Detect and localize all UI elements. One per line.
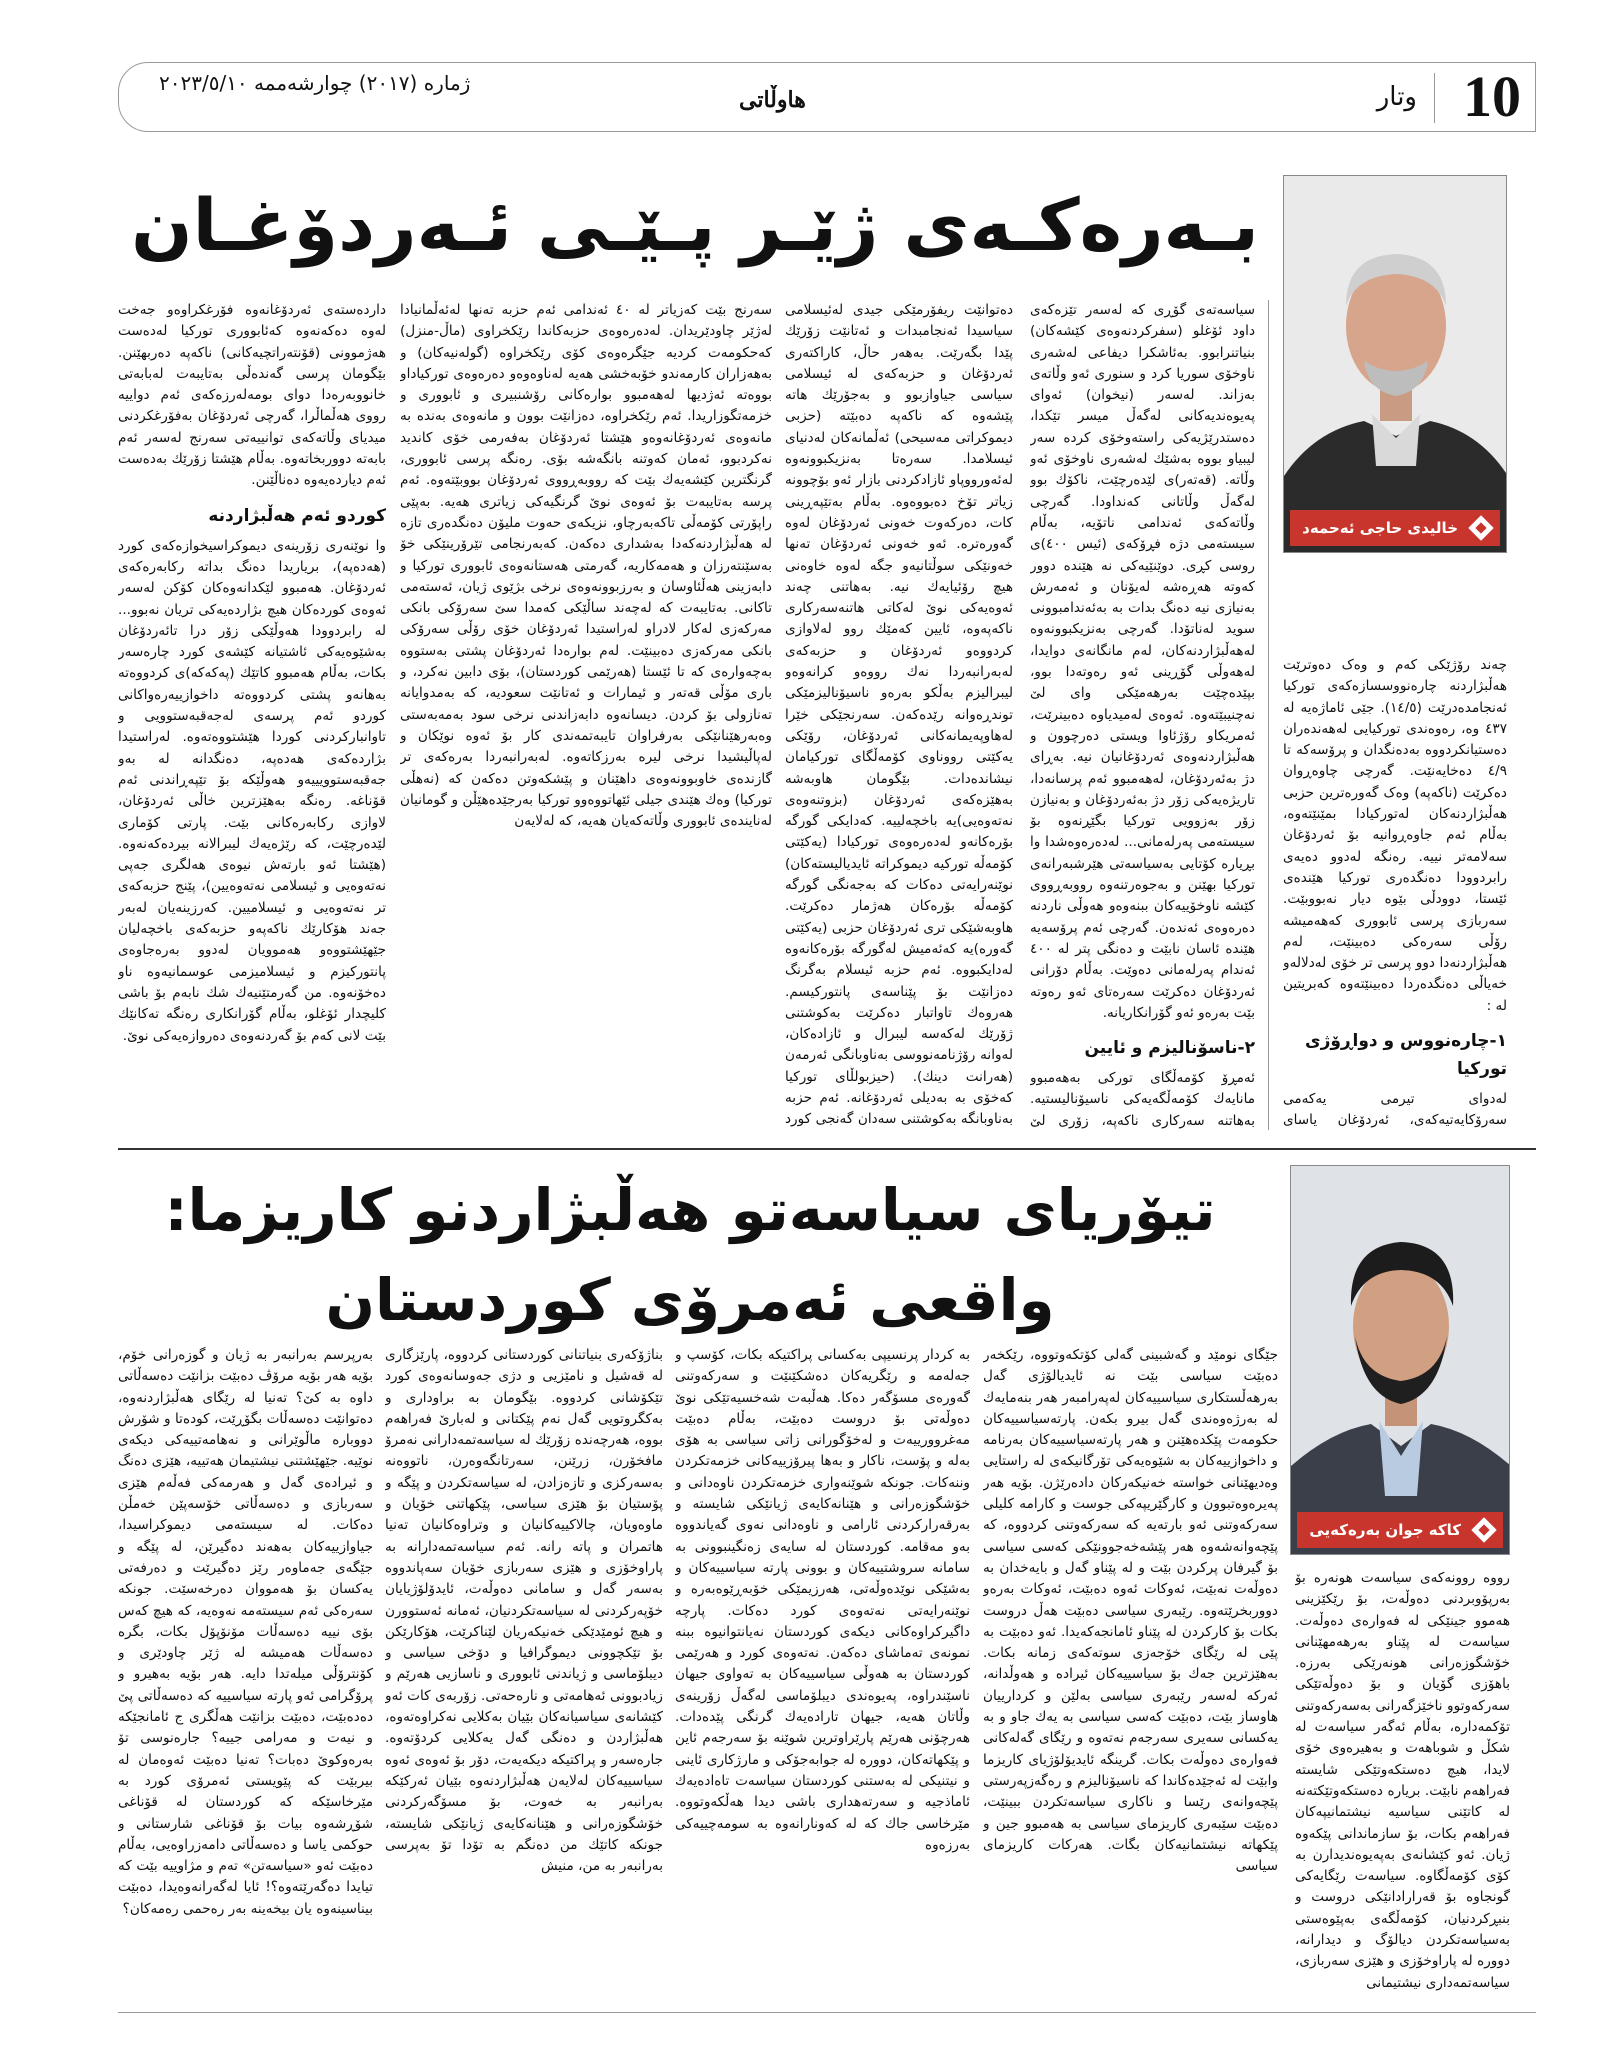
- header-divider: [1434, 73, 1435, 123]
- article1-col2-end: ئەمڕۆ کۆمەڵگای تورکی بەهەمبوو مانایەك کۆمەڵگەیەکی ناسیۆنالیستیە. بەهاتنە سەرکاری ناکەپە، زۆری لێ: [1030, 1070, 1255, 1129]
- article2-headline-line2: واقعی ئەمرۆی کوردستان: [325, 1266, 1055, 1334]
- subheading-2: ٢-ناسۆنالیزم و ئایین: [1084, 1038, 1255, 1059]
- portrait-image: [1284, 176, 1507, 553]
- article1-col2-text: سیاسەتەی گۆڕی کە لەسەر تێزەکەی داود ئۆغلو (سفرکردنەوەی کێشەکان) بنیاتنرابوو. بەئاشکرا دیفاعی لەشەری ناوخۆی سوریا کرد و سنوری ئەو وڵاتەی بەزاند. لەسەر (نیخوان) ئەوای پەیوەندیەکانی لەگەڵ میسر تێکدا، دەستدرێژیەکی راستەوخۆی کردە سەر لیبیاو بووە بەشێك لەشەری ناوخۆی ئەو وڵاتە. (قەتەر)ی لێدەرچێت، ناکۆك بوو لەگەڵ وڵاتانی کەنداودا. گەرچی وڵاتەکەی ئەندامی ناتۆیە، بەڵام سیستەمی دژە فڕۆکەی (ئیس ٤٠٠)ی روسی کڕی. دوێنێیەکی نە هێندە دوور کەوتە هەڕەشە لەیۆنان و ئەمەرش بەنیازی نیە دەنگ بدات بە بەئەندامبوونی سوید لەناتۆدا. گەرچی بەنزیکبوونەوە لەهەڵبژاردنەکان، لەم مانگانەی دوایدا، لەهەوڵی گۆڕینی ئەو رەوتەدا بوو، بپێدەچێت بەرهەمێکی وای لێ نەچنیبێتەوە. ئەوەی لەمیدیاوە دەبینرێت، ئەمریکاو رۆژئاوا ویستی دەرچوون و هەڵبژاردنەوەی ئەردۆغانیان نیە. بەڕای دژ بەئەردۆغان، لەهەمبوو ئەم پرسانەدا، تاریژەیەکی زۆر دژ بەئەردۆغان و بەنیازن زۆر بەزوویی تورکیا بگێڕنەوە بۆ سیستەمی پەرلەمانی... لەدەرەوەشدا وا بڕیارە کۆتایی بەسیاسەتی هێرشبەرانەی تورکیا بهێنن و بەجوەرتنەوە رووبەڕووی کێشە ناوخۆییەکان ببنەوەو هەوڵی ناردنە دەرەوەی ئەندەن. گەرچی ئەم پرۆسەیە هێندە ئاسان نابێت و دەنگی پتر لە ٤٠٠ ئەندام پەرلەمانی دەوێت. بەڵام دۆرانی ئەردۆغان دەکرێت سەرەتای ئەو رەوتە بێت بەرەو ئەو گۆرانکاریانە.: [1030, 302, 1255, 1021]
- article1-column-4: [400, 300, 772, 1130]
- article2-col5-text: بەرپرسم بەرانبەر بە ژیان و گوزەرانی خۆم، بۆیە هەر بۆیە مرۆڤ دەبێت بزانێت دەسەڵاتی داوە بە کێ؟ تەنیا لە رێگای هەڵبژاردنەوە، دەتوانێت دەسەڵات بگۆڕێت، کودەتا و شۆرش دووبارە ماڵوێرانی و نەهامەتییەکی دیکەی نوێیە. جێهێشتنی نیشتیمان هەتییە، هێزی دەنگ و ئیرادەی گەل و هەرمەکی فەڵەم هێزی سەربازی و دەسەڵاتی خۆسەپێن خەمڵن دەکات. لە سیستەمی دیموکراسیدا، جیاوازییەکان بەهەند دەگیرێن، لە پێگە و جێگەی جەماوەر رێز دەگیرێت و دەرفەتی یەکسان بۆ هەمووان دەرخەسێت. جونکە سەرەکی ئەم سیستەمە نەوەیە، کە هیچ کەس بۆی نییە دەسەڵات مۆنۆپۆل بکات، بگرە دەسەڵات هەمیشە لە ژێر چاودێری و کۆنترۆڵی میلەتدا دایە. هەر بۆیە بەهیرو و پرۆگرامی ئەو پارتە سیاسییە کە دەسەڵاتی پێ دەدەبێت، دەبێت بزانێت هەڵگری ج ئامانجێکە و نیەت و مەرامی جییە؟ جارەنوسی تۆ بەرەوکوێ دەبات؟ تەنیا دەبێت ئەوەمان لە بیربێت کە پێویستی ئەمرۆی کورد بە مێرخاسێکە کە کوردستان لە قۆناغی شۆڕشەوە بیات بۆ قۆناغی شارستانی و حوکمی یاسا و دەسەڵاتی دامەزراوەیی، بەڵام دەبێت ئەو «سیاسەتن» تەم و مژاوییە بێت کە تیایدا دەگەرێتەوە؟! ئایا لەگەرانەوەیدا، دەبێت بیناسینەوە یان بیخەینە بەر رەحمی رەمەکان؟: [118, 1347, 373, 1917]
- article1-column-3: [785, 300, 1013, 1130]
- issue-info: ژماره (٢٠١٧) چوارشەممە ٢٠٢٣/٥/١٠: [159, 71, 471, 95]
- article2-col1-text: رووە روونەکەی سیاسەت هونەرە بۆ بەرپۆوبردنی دەوڵەت، بۆ رێکێزینی هەموو جینێکی لە فەوارەی دەوڵەت. سیاسەت لە پێناو بەرهەمهێنانی خۆشگوزەرانی هونەرێکی بەرزە. باهۆزی گۆیان و بۆ دەوڵەتێکی سەرکەوتوو ناخێزگەرانی بەسەرکەوتنی تۆکمەدارە، بەڵام ئەگەر سیاسەت لە شکڵ و شوباهەت و بەهیرەوی خۆی لایدا، هیچ دەستکەوتێکی شایستە فەراهەم نابێت. بریارە دەستکەوتێکتەنە لە کاتێنی سیاسیە نیشتمانیپەکان فەراهەم بکات، بۆ سازماندانی پێکەوە ژیان. ئەو کێشانەی بەپەیوەندیدارن بە کۆی کۆمەڵگاوە. سیاسەت رێگایەکی گونجاوە بۆ قەرارادانێکی دروست و بنبڕکردنیان، کۆمەڵگەی بەپێوەستی بەسیاسەتکردن دیالۆگ و دیدارانە، دووره له پاراوخۆزی و هێزی سەربازی، سیاسەتمەداری نیشتیمانی: [1295, 1570, 1510, 1991]
- article2-headline-line1: تیۆریای سیاسەتو هەڵبژاردنو کاریزما:: [164, 1176, 1216, 1244]
- subheading-3: کوردو ئەم هەڵبژاردنە: [208, 505, 386, 526]
- author-name: کاکە جوان بەرەکەیی: [1309, 1521, 1461, 1539]
- article1-column-1: [1283, 655, 1507, 1130]
- column-divider: [1268, 300, 1269, 1130]
- article2-column-1: [1295, 1568, 1510, 2000]
- article2-col2-text: جێگای نومێد و گەشبینی گەلی کۆتکەوتووە، رێکخەر دەبێت سیاسی بێت نە ئایدیالۆژی گەل بەرهەڵستکاری سیاسییەکان لەپەرامبەر هەر بنەمایەك لە بەرژەوەندی گەل بیرو بکەن. پارتەسیاسییەکان حکومەت پێکدەهێنن و هەر پارتەسیاسییەکان بەرنامە و داخوازییەکان بە شێوەیەکی تۆرگانیکەی لە راستایی وەدیهێنانی خواستە خەنیکەرکان دادەرێژن. بۆیە هەر پەیرەوەتبوون و کارگێریپەکی جوست و کارامە کلیلی سەرکەوتنی ئەو بارتەیە کە سەرکەوتنی کردووە، کە پێچەوانەشەوە هەر پێشەخەجوونێکی کەسی سیاسی بۆ گیرفان پرکردن بێت و لە پێناو گەل و بایەخدان بە دەوڵەت نەبێت، ئەوکات ئەوە دەبێت، ئەوکات بەرەو دووربخرێتەوە. رێبەری سیاسی دەبێت هەڵ دروست بکات بۆ کارکردن لە پێناو ئامانجەکەیدا. ئەو دەبێت بە پێی لە رێگای خۆجەزی سوتەکەی زمانە بکات. بەهێزترین جەك بۆ سیاسییەکان ئیرادە و هەوڵدانە، ئەرکە لەسەر رێبەری سیاسی بەلێن و کردارییان هاوساز بێت، دەبێت کەسی سیاسی بە یەك جاو و بە یەکسانی سەیری سەرجەم نەتەوە و رێگای گەلەکانی فەوارەی دەوڵەت بکات. گرینگە ئایدیۆلۆژیای کاریزما وابێت لە ئەجێدەکاندا کە ناسیۆنالیزم و رەگەزپەرستی پێچەوانەی رێسا و ناکاری سیاسەتکردن ببینێت، دەبێت سێبەری کاریزمای سیاسی بە هەمبوو جین و پێکهاتە نیشتمانیەکان بگات. هەرکات کاریزمای سیاسی: [983, 1347, 1278, 1875]
- page-number: 10: [1463, 64, 1521, 129]
- article2-col4-text: بناژۆکەری بنیاتنانی کوردستانی کردووە، پارێزگاری لە قەشیل و نامێزیی و دژی جەوسانەوەی کورد تێکۆشانی کردووە. بێگومان بە براوداری و بەکگروتویی گەل نەم پێکتانی و لەبارێ فەراهەم بووە، هەرچەندە زۆرێك لە سیاسەتمەدارانی نەمرۆ مافخۆرن، زرێنن، سەرتانگەوەرن، ناتووەنە بەسەرکزی و تازەزادن، لە سیاسەتکردن و پێگە و پۆستیان بۆ هێزی سیاسی، پێکهاتنی خۆیان و ماوەویان، چالاکییەکانیان و وتراوەکانیان تەنیا هاتمران و پاتە رانە. ئەم سیاسەتمەدارانە بە پاراوخۆزی و هێزی سەربازی خۆیان سەپاندووە بەسەر گەل و سامانی دەوڵەت، ئایدۆلۆژیایان خۆپەرکردنی لە سیاسەتکردنیان، ئەمانە ئەستوورن و هیچ ئومێدێکی خەنیکەریان لێناکرێت، هۆکارێکن بۆ تێکچوونی دیموگرافیا و دۆخی سیاسی و دیبلۆماسی و ژیاندنی ئابووری و ناسازیی هەرێم و زیادبوونی ئەهامەتی و نارەحەتی. زۆربەی کات ئەو کێشانەی سیاسیانەکان بێیان بەکلایی نەکراوەتەوە، هەڵبژاردن و دەنگی گەل یەکلایی کردۆتەوە. جارەسەر و پراکتیکە دیکەیەت، دۆر بۆ ئەوەی ئەوە سیاسییەکان لەلایەن هەڵبژاردنەوە بێیان ئەرکێکە بەرانبەر بە خەوت، بۆ مسۆگەرکردنی خۆشگوزەرانی و هێنانەکایەی ژیانێکی شایستە، جونکە کاتێك من دەنگم بە تۆدا تۆ بەپرسی بەرانبەر بە من، منیش: [385, 1347, 663, 1875]
- article2-column-3: [675, 1345, 970, 2000]
- author-caption: [1297, 1512, 1503, 1548]
- article1-col5-text-b: وا نوێنەری زۆرینەی دیموکراسیخوازەکەی کورد (هەدەپە)، بریاریدا دەنگ بداتە رکابەرەکەی ئەردۆغان. هەمبوو لێکدانەوەکان کۆکن لەسەر ئەوەی کوردەکان هیچ بژاردەیەکی تریان نەبوو... لە رابردوودا هەوڵێکی زۆر درا تائەردۆغان بەشێوەیەکی ئاشتیانە کێشەی کورد چارەسەر بکات، بەڵام هەمبوو کاتێك (پەکەکە)ی کردووەتە بەهانەو پشتی کردووەتە داخوازییەرەواکانی کوردو ئەم پرسەی لەجەقبەستوویی و تاوانبارکردنی کوردا هێشتووەتەوە. لەراستیدا بژاردەکەی هەدەپە، دەنگدانە لە بەو جەقبەستوویییەو هەوڵێکە بۆ تێپەڕاندنی ئەم قۆناغە. رەنگە بەهێزترین خاڵی ئەردۆغان، لاوازی رکابەرەکانی بێت. پارتی کۆماری لێدەرچێت، کە رێژەیەك لیبرالانە بیردەکەنەوە. (هێشتا ئەو بارتەش نیوەی هەلگری جەپی نەتەوەیی و ئیسلامی نەتەوەیین)، پێنج حزبەکەی تر نەتەوەیی و ئیسلامیین. کەرزینەیان لەبەر جەند هۆکارێك ناکەپەو حزبەکەی باخچەلیان جێهێشتووەو هەموویان لەدوو بەرەجاوەی پانتورکیزم و ئیسلامیزمی عوسمانیەوە ناو دەخۆنەوە. من گەرمتێنیەك شك نابەم بۆ باشی کلیچدار ئۆغلو، بەڵام گۆرانکاری رەنگە تەکانێك بێت لانی کەم بۆ گەردنەوەی دەروازەیەکی نوێ.: [118, 537, 386, 1044]
- portrait-image: [1291, 1166, 1510, 1555]
- diamond-icon: [1471, 1517, 1496, 1542]
- article1-col4-text: سەرنج بێت کەزیاتر لە ٤٠ ئەندامی ئەم حزبە تەنها لەئەڵمانیادا لەژێر چاودێریدان. لەدەرەوەی حزبەکاندا رێکخراوی (ماڵ-منزل) کەحکومەت کردیە جێگرەوەی کۆی رێکخراوە (گولەنیەکان) و بەهەزاران کارمەندو خۆبەخشی هەیە لەناوەوەو دەرەوەی تورکیاداو بووەتە ئەژدیها لەهەمبوو بوارەکانی رۆشنبیری و ئابووری و خزمەتگوزاریدا. ئەم رێکخراوە، دەزانێت بوون و مانەوەی بەندە بە مانەوەی ئەردۆغانەوەو هێشتا ئەردۆغان بەفەرمی خۆی کاندید نەکردبوو، ئەمان کەوتنە بانگەشە بۆی. رەنگە پرسی ئابووری، گرنگترین کێشەیەك بێت کە رووبەڕووی ئەردۆغان بووبێتەوە. ئەم پرسە بەتایبەت بۆ ئەوەی نوێ گرنگیەکی زیاتری هەیە. بەپێی راپۆرتی کۆمەڵی تاکەبەرچاو، نزیکەی حەوت ملیۆن دەنگدەری تازە لە هەڵبژاردنەکەدا بەشداری دەکەن. کەبەرنجامی تێرۆرینێکی خۆ بەسێنتەرزان و هەمەکاریە، گەرمتی هەستانەوەی ئابووری تورکیا و دابەزینی هەڵئاوسان و بەرزبوونەوەی نرخی بژێوی ژیان، ئەستەمی تاکانی. بەتایبەت کە لەچەند ساڵێکی کەمدا سێ سەرۆکی بانکی مەرکەزی لەکار لادراو لەراستیدا ئەردۆغان خۆی رۆڵی سەرۆکی بانکی مەرکەزی دەبینێت. لەم بوارەدا ئەردۆغان پشتی بەستووە بەچەوارەی کە تا ئێستا (هەرێمی کوردستان)، بۆی دابین نەکرد، و باری مۆڵی قەتەر و ئیمارات و ئەتانێت سعودیە، کە بەمدوایانە تەنازولی بۆ کردن. دیسانەوە دابەزاندنی نرخی سود بەمەبەستی وەبەرهێنانێکی بەرفراوان تایبەتمەندی کار بۆ ئەوە نوێکان و لەپاڵیشیدا نرخی لیرە بەرزکاتەوە. لەبەرانبەردا بەرەکەی تر گازندەی خاوبوونەوەی داهێنان و پێشکەوتن دەکەن کە (نەهڵی تورکیا) وەك هێندی جیلی ئێهاتووەوو تورکیا بەرجێدەهێڵن و گومانیان لەنایندەی ئابووری وڵاتەکەیان هەیە، کە لەلایەن: [400, 302, 772, 830]
- author-photo-khalid: [1283, 175, 1507, 553]
- article1-headline: بـەرەكـەی ژێـر پـێـی ئـەردۆغـان: [131, 183, 1259, 267]
- diamond-icon: [1468, 515, 1493, 540]
- author-name: خالیدی حاجی ئەحمەد: [1302, 519, 1458, 537]
- article-separator: [118, 1148, 1536, 1150]
- article1-col1-text: لەدوای تیرمی یەکەمی سەرۆکایەتیەکەی، ئەردۆغان یاسای: [1283, 1091, 1507, 1129]
- article2-col3-text: بە کردار پرنسیپی بەکسانی پراکتیکە بکات، کۆسپ و جەلەمە و رێگریەکان دەشکێنێت و سەرکەوتنی گەورەی مسۆگەر دەکا. هەڵبەت شەخسیەتێکی نوێ دەوڵەتی بۆ دروست دەبێت، بەڵام دەبێت مەغروورییەت و لەخۆگورانی زاتی سیاسی بە هۆی بەلە و پۆست، ناکار و بەها پیرۆزییەکانی خزمەتکردن وننەکات. جونکە شوێنەواری خزمەتکردن ناوەدانی و خۆشگوزەرانی و هێنانەکایەی ژیانێکی شایستە و بەرقەرارکردنی ئارامی و ناوەدانی نەوی گەیاندووە بەو مەقامە. کوردستان لە سایەی زەنگینبوونی بە سامانە سروشتییەکان و بوونی پارتە سیاسییەکان و بەشێکی نوێدەوڵەتی، هەرزیمێکی خۆبەڕێوەبەرە و نوێنەرایەتی نەتەوەی کورد دەکات. پارچە داگیرکراوەکانی دیکەی کوردستان نەیانتوانیوە ببنە نمونەی تەماشای دەکەن. نەتەوەی کورد و هەرێمی کوردستان بە هەوڵی سیاسییەکان بە تەواوی جیهان ناسێندراوە، پەیوەندی دیبلۆماسی لەگەڵ زۆرینەی وڵاتان هەیە، جیهان تارادەیەك گرنگی پێدەدات. هەرچۆنی هەرێم پارێراوترین شوێنە بۆ سەرجەم ئاین و پێکهاتەکان، دووره له جوابەجۆکی و مارژکاری ئاینی و نیتنیکی لە بەستنی کوردستان سیاسەت تاەادەیەك ئاماذجیە و سەرتەهداری باشی دیدا هەڵکەوتووە. مێرخاسی جاك کە لە کەونارانەوە بە سومەچییەکی بەرزەوە: [675, 1347, 970, 1853]
- article1-col3-text: دەتوانێت ریفۆرمێکی جیدی لەئیسلامی سیاسیدا ئەنجامبدات و ئەتانێت زۆرێك پێدا بگەرێت. بەهەر حاڵ، کاراکتەری ئەردۆغان و حزبەکەی لە ئیسلامی سیاسی جیاوازبوو و بەجۆرێك هاتە پێشەوە کە ناکەپە دەبێتە (حزبی دیموکراتی مەسیحی) ئەڵمانەکان لەدنیای ئیسلامدا. سەرەتا بەنزیکبوونەوە لەئەورووپاو ئازادکردنی بازار ئەو بۆچوونە زیاتر تۆخ دەبووەوە. بەڵام بەتێپەڕینی کات، دەرکەوت خەونی ئەردۆغان لەوە گەورەترە. ئەو خەونی ئەردۆغان تەنها خەونێکی سوڵتانیەو جگە لەوە خاوەنی هیچ رۆئیایەك نیە. بەهاتنی چەند ئەوەیەکی نوێ لەکاتی هاتنەسەرکاری ناکەپەوە، ئایین کەمێك روو لەلاوازی کردووەو ئەردۆغان و حزبەکەی لەبەرانبەردا نەك رووەو کرانەوەو لیبرالیزم بەڵکو بەرەو ناسیۆنالیزمێکی توندڕەوانە رێدەکەن. سەرنجێکی خێرا لەهاوپەیمانەکانی ئەردۆغان، رۆێکی یەکێتی رووناوی کۆمەڵگای تورکیامان نیشاندەدات. بێگومان هاوبەشە بەهێزەکەی ئەردۆغان (بزوتنەوەی نەتەوەیی)یە باخچەلییە. کەدایکی گورگە بۆرەکانەو لەدەرەوەی تورکیادا (یەکێتی کۆمەڵە تورکیە دیموکراتە ئایدیالیستەکان) نوێنەرایەتی دەکات کە بەجەنگی گورگە کۆمەڵە بۆرەکان هەژمار دەکرێت. هاوبەشێکی تری ئەردۆغان حزبی (یەکێتی گەورە)یە کەئەمیش لەگورگە بۆرەکانەوە لەدایکبووە. ئەم حزبە ئیسلام بەگرنگ دەزانێت بۆ پێناسەی پانتورکیسم. هەروەك تاواتبار دەکرێت بەکوشتنی ژۆرێك لەکەسە لیبرال و ئازادەکان، لەوانە رۆژنامەنووسی بەناوبانگی ئەرمەن (هەرانت دینك). (حیزبولڵای تورکیا کەخۆی بە بەدیلی ئەردۆغانە. ئەم حزبە بەناوبانگە بەکوشتنی سەدان گەنجی کورد: [785, 302, 1013, 1128]
- author-caption: [1290, 510, 1500, 546]
- newspaper-logo: هاوڵاتی: [739, 87, 806, 113]
- article1-col5-text: داردەستەی ئەردۆغانەوە فۆرغکراوەو جەخت لەوە دەکەنەوە کەئابووری تورکیا لەدەست هەژموونی (قۆنتەراتچیەکانی) ناکەپە دەربهێنن. بێگومان پرسی گەندەڵی بەتایبەت لەبابەتی خانووبەرەدا دوای بومەلەرزەکەی ئەم دواییە رووی هەڵماڵرا، گەرچی ئەردۆغان بەفۆرغکردنی میدیای وڵاتەکەی توانییەتی سەرنج لەسەر ئەم بابەتە دووربخاتەوە. بەڵام هێشتا زۆرێك بەدەست ئەم دیاردەیەوە دەناڵێنن.: [118, 302, 386, 489]
- article2-column-2: [983, 1345, 1278, 2000]
- article2-column-4: [385, 1345, 663, 2000]
- subheading-1: ١-چارەنووس و دواڕۆژی تورکیا: [1304, 1031, 1507, 1080]
- author-photo-kaka-jwan: [1290, 1165, 1510, 1555]
- article1-column-2: [1030, 300, 1255, 1130]
- article1-intro: چەند رۆژێکی کەم و وەک دەوترێت هەڵبژاردنە چارەنووسسازەکەی تورکیا ئەنجامدەدرێت (١٤/٥). جێی ئاماژەیە لە ٤٣٧ وە، رەوەندی تورکیایی لەهەندەران دەستیانکردووە بەدەنگدان و پرۆسەکە تا ٤/٩ دەخایەنێت. گەرچی چاوەڕوان دەکرێت (ناکەپە) وەک گەورەترین حزبی هەڵبژاردنەکان لەتورکیادا بمێنێتەوە، بەڵام ئەم جاوەڕوانیە بۆ ئەردۆغان سەلامەتر نییە. رەنگە لەدوو دەیەی رابردوودا دەنگدەری تورکیا هێندەی ئێستا، دوودڵی بێوە دیار نەبووبێت. سەربازی پرسی ئابووری کەهەمیشە رۆڵی سەرەکی دەبینێت، لەم هەڵبژاردنەدا دوو پرسی تر خۆی لەدلالەو خەیاڵی دەنگدەردا دەبینێتەوە کەبریتین لە :: [1283, 657, 1507, 1014]
- page-header: [118, 62, 1536, 132]
- page-bottom-rule: [118, 2012, 1536, 2013]
- article2-column-5: [118, 1345, 373, 2000]
- article1-column-5: [118, 300, 386, 1130]
- section-title: وتار: [1376, 82, 1417, 112]
